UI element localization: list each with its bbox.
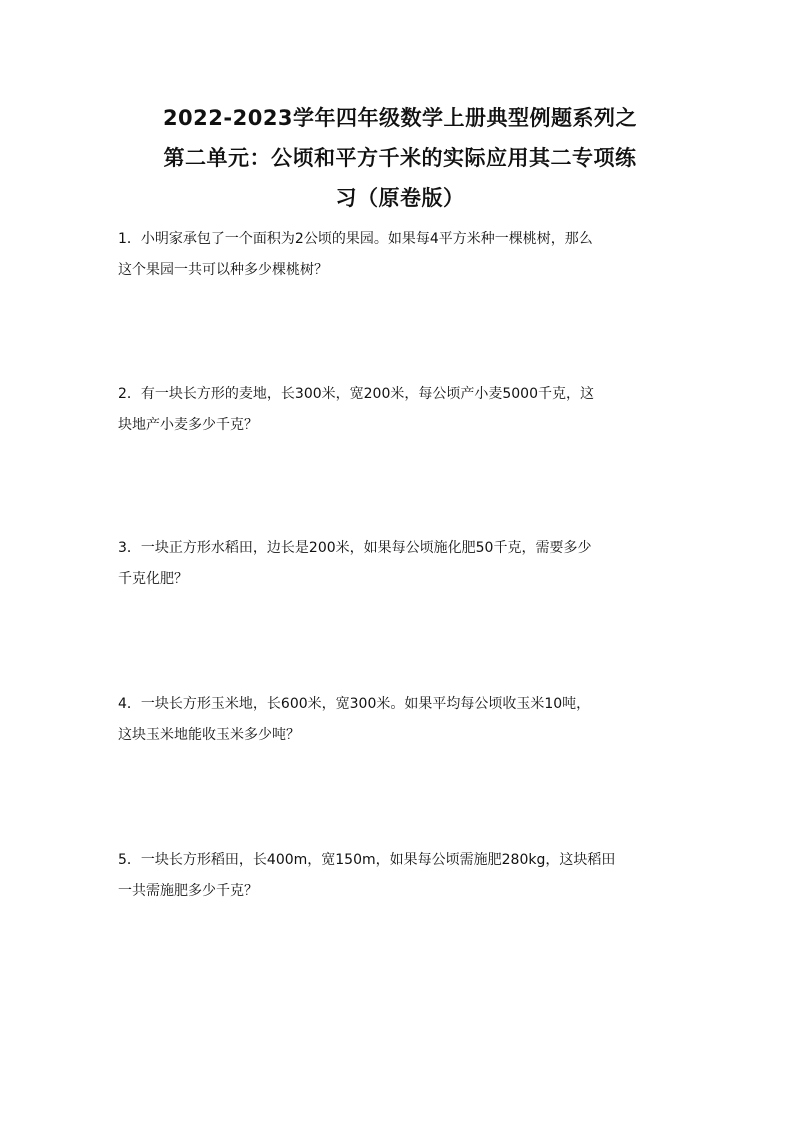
document-title (110, 98, 690, 218)
question-4 (118, 689, 678, 751)
question-3 (118, 533, 678, 595)
question-2-line-2: 块地产小麦多少千克？ (118, 417, 258, 433)
question-1-line-1: 1．小明家承包了一个面积为2公顷的果园。如果每4平方米种一棵桃树，那么 (118, 231, 593, 247)
question-2-line-1: 2．有一块长方形的麦地，长300米，宽200米，每公顷产小麦5000千克，这 (118, 386, 594, 402)
question-4-line-1: 4．一块长方形玉米地，长600米，宽300米。如果平均每公顷收玉米10吨， (118, 696, 591, 712)
title-line-2: 第二单元：公顷和平方千米的实际应用其二专项练 (163, 146, 637, 170)
question-1-line-2: 这个果园一共可以种多少棵桃树？ (118, 262, 328, 278)
question-1 (118, 224, 678, 286)
question-3-line-2: 千克化肥？ (118, 571, 188, 587)
question-4-line-2: 这块玉米地能收玉米多少吨？ (118, 727, 300, 743)
question-5-line-2: 一共需施肥多少千克？ (118, 883, 258, 899)
question-2 (118, 379, 678, 441)
question-5-line-1: 5．一块长方形稻田，长400m，宽150m，如果每公顷需施肥280kg，这块稻田 (118, 852, 616, 868)
title-line-1: 2022-2023学年四年级数学上册典型例题系列之 (162, 106, 638, 130)
question-3-line-1: 3．一块正方形水稻田，边长是200米，如果每公顷施化肥50千克，需要多少 (118, 540, 592, 556)
question-5 (118, 845, 678, 907)
title-line-3: 习（原卷版） (335, 186, 465, 210)
